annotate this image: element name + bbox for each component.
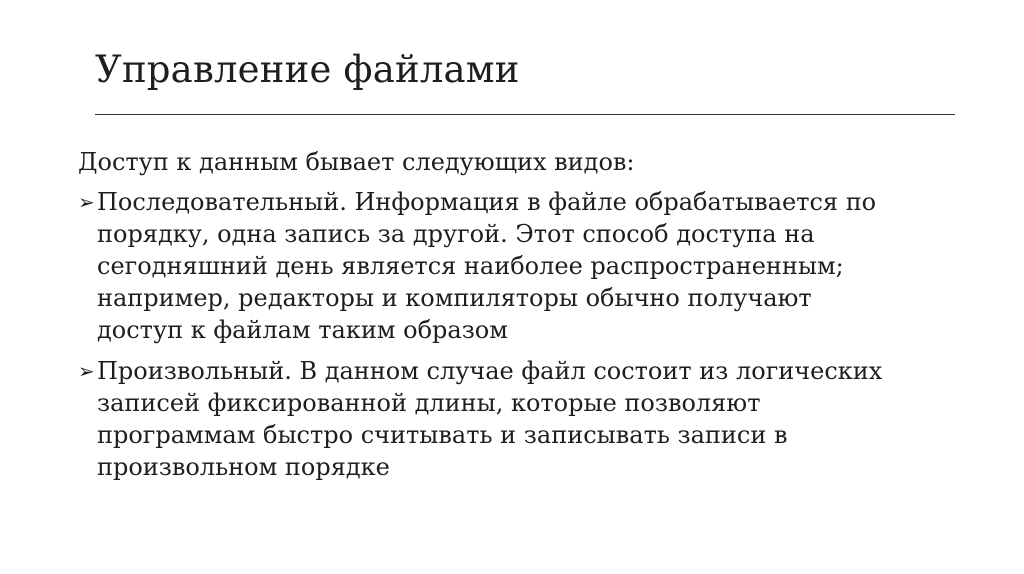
bullet-line: Последовательный. Информация в файле обрабатывается по bbox=[97, 188, 877, 216]
bullet-item-random bbox=[78, 355, 958, 483]
bullet-line: Произвольный. В данном случае файл состоит из логических bbox=[97, 357, 883, 385]
bullet-line: программам быстро считывать и записывать записи в bbox=[97, 421, 788, 449]
bullet-line: доступ к файлам таким образом bbox=[97, 316, 508, 344]
arrow-bullet-icon: ➢ bbox=[78, 359, 95, 383]
bullet-line: порядку, одна запись за другой. Этот способ доступа на bbox=[97, 220, 815, 248]
bullet-line: сегодняшний день является наиболее распространенным; bbox=[97, 252, 844, 280]
bullet-line: например, редакторы и компиляторы обычно получают bbox=[97, 284, 812, 312]
bullet-text bbox=[97, 186, 876, 346]
intro-text: Доступ к данным бывает следующих видов: bbox=[78, 148, 635, 176]
bullet-line: записей фиксированной длины, которые позволяют bbox=[97, 389, 761, 417]
title-divider bbox=[95, 114, 955, 115]
slide-title: Управление файлами bbox=[95, 48, 520, 91]
slide-body bbox=[78, 146, 958, 492]
bullet-item-sequential bbox=[78, 186, 958, 346]
arrow-bullet-icon: ➢ bbox=[78, 190, 95, 214]
bullet-text bbox=[97, 355, 882, 483]
bullet-line: произвольном порядке bbox=[97, 453, 390, 481]
